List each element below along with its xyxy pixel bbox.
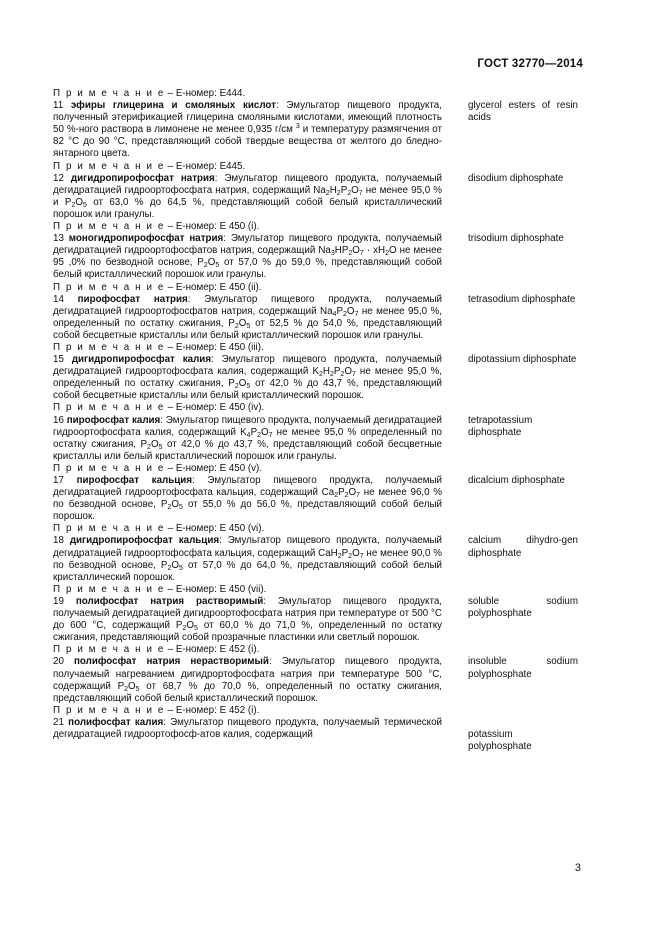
entry-17 — [53, 475, 583, 523]
entry-number: 17 — [53, 475, 64, 486]
entry-text — [53, 233, 442, 281]
note-value: – Е-номер: Е444. — [167, 88, 246, 99]
formula-part: O — [207, 257, 216, 269]
formula-part: 7 — [351, 371, 356, 379]
entry-definition-cont: не менее 90,0 % по безводной основе, P — [53, 547, 442, 571]
entry-definition-cont: от 52,5 % до 54,0 %, представляющий собой бесцветные кристаллы или белый кристаллический порошок или гранулы. — [53, 317, 442, 341]
formula-part: 2 — [348, 552, 353, 560]
note-value: – Е-номер: Е 450 (v). — [167, 462, 263, 474]
page-header: ГОСТ 32770—2014 — [477, 58, 583, 70]
entry-20 — [53, 656, 583, 704]
entry-definition-cont: не менее 95,0 %, определенный по остатку сжигания, P — [53, 366, 442, 390]
note — [53, 523, 442, 535]
entry-text — [53, 596, 442, 644]
formula-part: O — [75, 196, 83, 208]
formula-part: 7 — [359, 250, 364, 258]
entry-14 — [53, 294, 583, 342]
formula-part: 2 — [347, 189, 352, 197]
formula-part: O — [150, 438, 159, 450]
note-label: П р и м е ч а н и е — [53, 583, 165, 595]
entry-term-ru: моногидропирофосфат натрия — [68, 233, 224, 245]
formula-part: 2 — [325, 189, 330, 197]
entry-definition-cont: и температуру размягчения от 82 °С до 90 °С, представляющий собой твердые вещества от желтого до бледно-янтарного цвета. — [53, 124, 442, 160]
entry-definition: : Эмульгатор пищевого продукта, получаемый дегидратацией гидроортофосфата калия, содержащий K — [53, 354, 442, 378]
formula-part: O — [171, 499, 179, 511]
formula-part: O — [238, 317, 247, 329]
entry-text — [53, 294, 442, 342]
entry-definition-cont: от 55,0 % до 56,0 %, представляющий собой белый порошок. — [53, 499, 442, 523]
entry-definition: : Эмульгатор пищевого продукта, получаемый дегидратацией гидроортофосфата кальция, содержащий CaH — [53, 535, 442, 559]
entry-number: 14 — [53, 293, 64, 305]
entry-text — [53, 656, 442, 704]
note-value: – Е-номер: Е 450 (i). — [167, 221, 260, 233]
note-value: – Е-номер: Е 450 (iii). — [167, 341, 264, 353]
entry-term-en: disodium diphosphate — [468, 172, 564, 184]
formula-part: O — [238, 378, 247, 390]
entry-term-ru: пирофосфат натрия — [77, 293, 188, 305]
entry-definition-cont: не менее 95,0 % определенный по остатку сжигания, P — [53, 426, 442, 450]
entry-term-ru: пирофосфат кальция — [76, 475, 193, 486]
entry-13 — [53, 233, 583, 281]
entry-definition-cont: не менее 95,0 % и P — [53, 184, 442, 208]
entry-definition: : Эмульгатор пищевого продукта, получаемый термической дегидратацией гидроортофосф-атов калия, содержащий — [53, 716, 442, 740]
entry-definition-cont: · xH — [363, 245, 386, 257]
formula-part: O — [352, 245, 360, 257]
entry-19 — [53, 596, 583, 644]
formula-part: O — [186, 620, 194, 632]
entry-number: 16 — [53, 414, 64, 426]
entry-text — [53, 173, 442, 221]
note-value: – Е-номер: Е 452 (i). — [167, 644, 260, 656]
entry-text — [53, 535, 442, 583]
formula-part: O — [128, 680, 136, 692]
entry-term-en: glycerol esters of resin acids — [468, 100, 578, 124]
formula-part: 2 — [385, 250, 389, 258]
entry-text — [53, 415, 442, 463]
note — [53, 463, 442, 475]
note-value: – Е-номер: Е445. — [167, 160, 246, 172]
note-value: – Е-номер: Е 450 (vii). — [167, 583, 267, 595]
formula-part: P — [336, 305, 343, 317]
formula-part: 7 — [359, 552, 364, 560]
entry-text — [53, 100, 442, 160]
formula-part: O — [346, 305, 355, 317]
formula-part: 3 — [330, 250, 335, 258]
formula-part: O — [261, 426, 269, 438]
note-value: – Е-номер: Е 450 (iv). — [167, 402, 265, 414]
entry-number: 12 — [53, 172, 64, 184]
formula-part: 5 — [246, 322, 251, 330]
formula-part: HP — [334, 245, 349, 257]
entry-definition-cont: от 42,0 % до 43,7 %, представляющий собой бесцветные кристаллы или белый кристаллический порошок. — [53, 378, 442, 402]
entry-text — [53, 475, 442, 523]
note-value: – Е-номер: Е 452 (i). — [167, 704, 260, 716]
formula-part: 5 — [194, 625, 198, 633]
entry-term-ru: дигидропирофосфат калия — [71, 354, 212, 366]
formula-part: 2 — [340, 371, 345, 379]
formula-part: P — [340, 184, 348, 196]
formula-part: 2 — [257, 431, 262, 439]
formula-part: 5 — [215, 262, 220, 270]
formula-part: 2 — [336, 189, 341, 197]
note-label: П р и м е ч а н и е — [53, 462, 165, 474]
entry-definition-cont: не менее 96,0 % по безводной основе, P — [53, 487, 442, 511]
note-label: П р и м е ч а н и е — [53, 644, 165, 656]
formula-part: 2 — [334, 492, 339, 500]
entry-definition: : Эмульгатор пищевого продукта, получаемый дегидратацией гидроортофосфатов натрия, содержащий Na — [53, 233, 443, 257]
entry-number: 13 — [53, 233, 64, 245]
note — [53, 161, 442, 173]
formula-part: 2 — [71, 201, 76, 209]
entry-definition-cont: от 68,7 % до 70,0 %, определенный по остатку сжигания, представляющий собой белый кристаллический порошок. — [53, 680, 442, 704]
formula-part: 2 — [167, 504, 172, 512]
formula-part: 2 — [318, 371, 323, 379]
formula-part: 7 — [354, 310, 359, 318]
superscript: 3 — [295, 123, 300, 131]
formula-part: H — [329, 184, 337, 196]
entry-definition-cont: от 57,0 % до 59,0 %, представляющий собой белый кристаллический порошок или гранулы. — [53, 257, 443, 281]
entry-term-ru: эфиры глицерина и смоляных кислот — [70, 100, 276, 112]
entry-term-ru: пирофосфат калия — [66, 414, 161, 426]
entry-number: 11 — [53, 100, 64, 112]
formula-part: 2 — [344, 492, 349, 500]
formula-part: O — [352, 547, 360, 559]
entry-definition-cont: от 42,0 % до 43,7 %, представляющий собой бесцветные кристаллы или белый кристаллический порошок или гранулы. — [53, 438, 442, 462]
formula-part: O — [351, 184, 359, 196]
entry-term-en: dipotassium diphosphate — [468, 354, 577, 366]
note — [53, 705, 442, 717]
formula-part: 7 — [268, 431, 273, 439]
formula-part: 7 — [358, 189, 363, 197]
note-label: П р и м е ч а н и е — [53, 402, 165, 414]
note — [53, 402, 442, 414]
entry-16 — [53, 415, 583, 463]
formula-part: O — [171, 559, 179, 571]
formula-part: P — [338, 487, 345, 499]
formula-part: 2 — [234, 322, 239, 330]
entry-definition: : Эмульгатор пищевого продукта, получаемый дегидратацией гидроортофосфатов натрия, содержащий Na — [53, 293, 442, 317]
entry-12 — [53, 173, 583, 221]
entry-term-en: tetrasodium diphosphate — [468, 293, 576, 305]
entry-definition: : Эмульгатор пищевого продукта, получаемый нагреванием дигидрортофосфата натрия при температуре 500 °С, содержащий P — [53, 656, 442, 692]
formula-part: 2 — [342, 310, 347, 318]
note — [53, 644, 442, 656]
entry-term-en: calcium dihydro-gen diphosphate — [468, 535, 578, 559]
formula-part: 2 — [147, 443, 151, 451]
note-label: П р и м е ч а н и е — [53, 523, 165, 535]
note-label: П р и м е ч а н и е — [53, 88, 165, 99]
formula-part: P — [250, 426, 258, 438]
note-label: П р и м е ч а н и е — [53, 281, 165, 293]
entry-number: 18 — [53, 535, 64, 547]
entry-number: 20 — [53, 656, 64, 668]
entry-term-en: potassium polyphosphate — [468, 728, 532, 752]
entry-term-ru: полифосфат калия — [68, 716, 164, 728]
note-label: П р и м е ч а н и е — [53, 704, 165, 716]
formula-part: P — [333, 366, 341, 378]
formula-part: 2 — [167, 564, 172, 572]
entry-term-en: tetrapotassium diphosphate — [468, 414, 533, 438]
entry-term-en: insoluble sodium polyphosphate — [468, 656, 578, 680]
formula-part: 2 — [329, 371, 334, 379]
entry-number: 21 — [53, 716, 64, 728]
note-label: П р и м е ч а н и е — [53, 221, 165, 233]
formula-part: 4 — [246, 431, 251, 439]
entry-21 — [53, 717, 583, 753]
note — [53, 221, 442, 233]
formula-part: 2 — [337, 552, 342, 560]
formula-part: 7 — [356, 492, 361, 500]
entry-text — [53, 717, 442, 741]
entry-definition: : Эмульгатор пищевого продукта, полученный этерификацией глицерина смоляными кислотами, имеющий плотность 50 %-ного раствора в лимонене не менее 0,935 г/см — [53, 100, 442, 136]
entry-term-en: dicalcium diphosphate — [468, 475, 565, 486]
formula-part: 2 — [234, 383, 239, 391]
entry-term-ru: полифосфат натрия растворимый — [75, 595, 264, 607]
note-label: П р и м е ч а н и е — [53, 160, 165, 172]
entry-term-en: trisodium diphosphate — [468, 233, 564, 245]
formula-part: 2 — [182, 625, 187, 633]
formula-part: 5 — [246, 383, 251, 391]
entry-definition-cont: не менее 95,0 %, определенный по остатку сжигания, P — [53, 305, 442, 329]
note-e444 — [53, 88, 442, 100]
formula-part: H — [322, 366, 330, 378]
note-label: П р и м е ч а н и е — [53, 341, 165, 353]
entry-number: 19 — [53, 595, 64, 607]
formula-part: 2 — [124, 685, 129, 693]
formula-part: 2 — [203, 262, 208, 270]
formula-part: 5 — [179, 564, 183, 572]
note — [53, 342, 442, 354]
entry-definition: : Эмульгатор пищевого продукта, получаемый дегидратацией гидроортофосфата калия, содержащий K — [53, 414, 442, 438]
page-number: 3 — [574, 862, 581, 874]
entry-number: 15 — [53, 354, 64, 366]
note — [53, 584, 442, 596]
entry-definition: : Эмульгатор пищевого продукта, получаемый дегидратацией гидроортофосфата натрия, содержащий Na — [53, 172, 442, 196]
entry-text — [53, 354, 442, 402]
note-value: – Е-номер: Е 450 (vi). — [167, 523, 265, 535]
formula-part: P — [341, 547, 349, 559]
formula-part: 5 — [179, 504, 183, 512]
note-value: – Е-номер: Е 450 (ii). — [167, 281, 262, 293]
entry-18 — [53, 535, 583, 583]
formula-part: 5 — [135, 685, 140, 693]
entry-definition-cont: O не менее 95 ,0% по безводной основе, P — [53, 245, 442, 269]
formula-part: 5 — [158, 443, 163, 451]
entry-definition: : Эмульгатор пищевого продукта, получаемый дегидратацией гидроортофосфата кальция, содержащий Ca — [53, 475, 442, 499]
formula-part: 2 — [348, 250, 353, 258]
entry-definition-cont: от 63,0 % до 64,5 %, представляющий собой белый кристаллический порошок или гранулы. — [53, 196, 443, 220]
entry-definition: : Эмульгатор пищевого продукта, получаемый дегидратацией дигидроортофосфата натрия при температуре от 500 °С до 600 °С, содержащий P — [53, 595, 442, 632]
formula-part: 5 — [82, 201, 87, 209]
note — [53, 282, 442, 294]
entry-11 — [53, 100, 583, 160]
formula-part: O — [348, 487, 357, 499]
formula-part: 4 — [332, 310, 337, 318]
entry-term-en: soluble sodium polyphosphate — [468, 595, 578, 620]
entry-definition-cont: от 60,0 % до 71,0 %, определенный по остатку сжигания, представляющий собой прозрачные пластинки или светлый порошок. — [53, 620, 442, 644]
entry-term-ru: дигидропирофосфат натрия — [70, 172, 215, 184]
entry-definition-cont: от 57,0 % до 64,0 %, представляющий собой белый кристаллический порошок. — [53, 559, 442, 583]
entry-term-ru: дигидропирофосфат кальция — [69, 535, 220, 547]
entry-term-ru: полифосфат натрия нерастворимый — [73, 656, 269, 668]
entry-15 — [53, 354, 583, 402]
document-body — [53, 88, 583, 753]
formula-part: O — [344, 366, 352, 378]
